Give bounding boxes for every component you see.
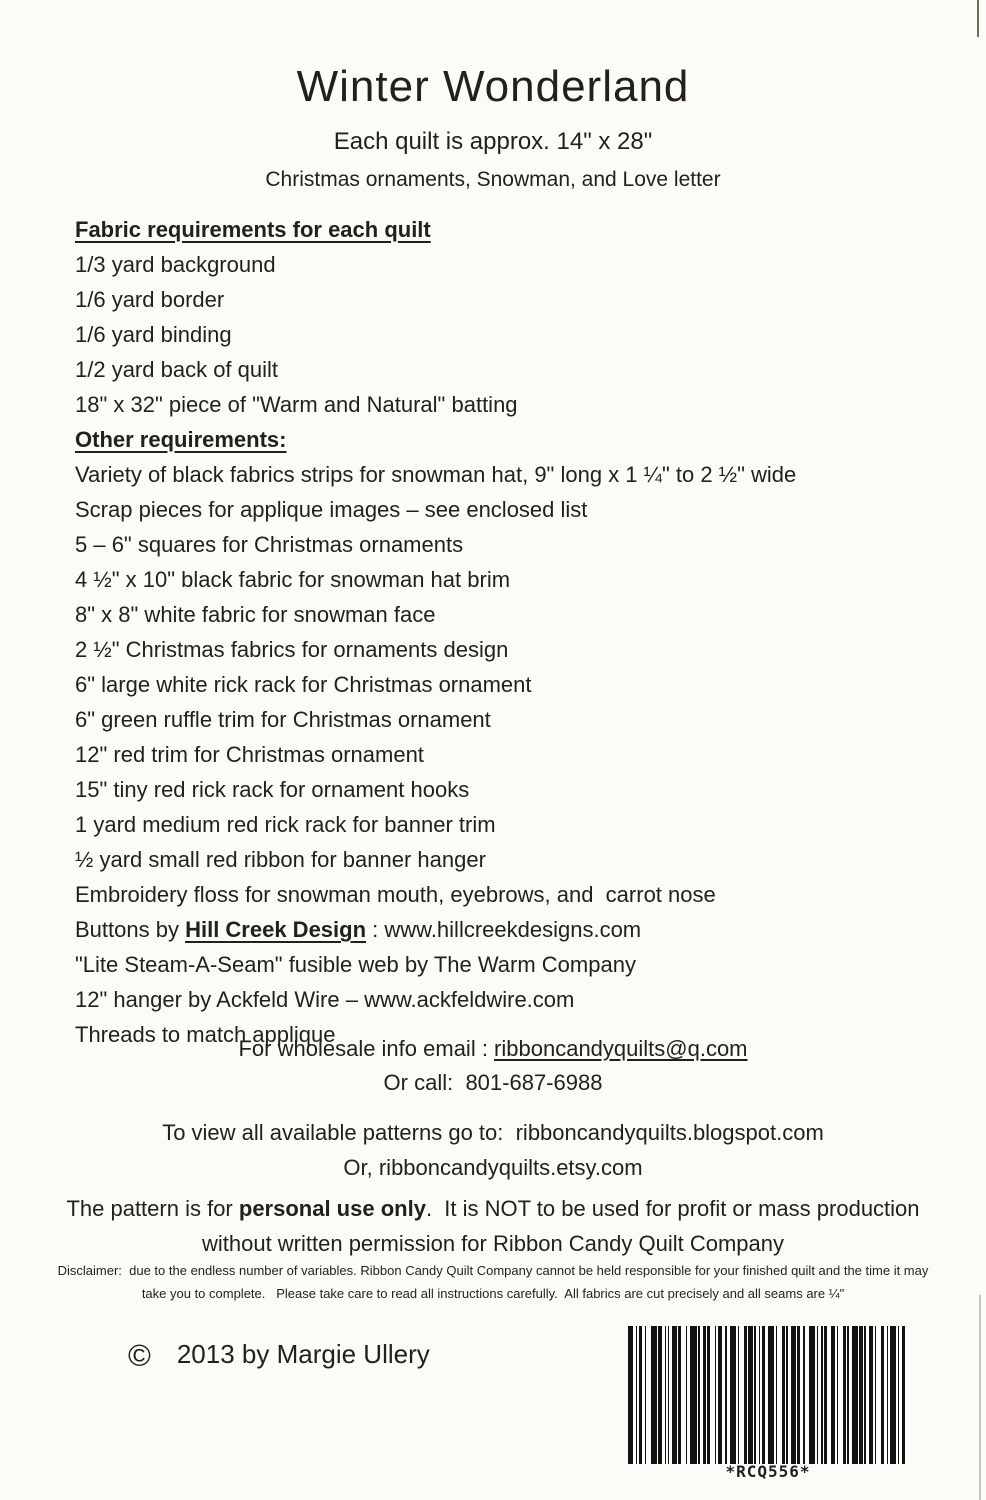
disclaimer-line-2: take you to complete. Please take care to read all instructions carefully. All fabrics are cut precisely and all seams are ¼"	[141, 1286, 845, 1301]
usage-bold: personal use only	[238, 1196, 426, 1221]
wholesale-line	[0, 1036, 986, 1062]
patterns-line-2: Or, ribboncandyquilts.etsy.com	[343, 1155, 643, 1180]
list-item: 15" tiny red rick rack for ornament hooks	[75, 777, 470, 802]
copyright-text: 2013 by Margie Ullery	[176, 1339, 430, 1369]
usage-suffix: . It is NOT to be used for profit or mass production	[425, 1196, 920, 1221]
list-item: Embroidery floss for snowman mouth, eyebrows, and carrot nose	[75, 882, 716, 907]
barcode-label: *RCQ556*	[725, 1462, 811, 1481]
list-item: 1/6 yard binding	[75, 322, 232, 347]
buttons-line-prefix: Buttons by	[75, 917, 186, 942]
quilt-variants-subtitle: Christmas ornaments, Snowman, and Love letter	[265, 168, 721, 191]
wholesale-email: ribboncandyquilts@q.com	[494, 1036, 748, 1061]
hill-creek-design-name: Hill Creek Design	[185, 917, 367, 942]
other-requirements-heading-line	[75, 422, 956, 457]
disclaimer-line-1: Disclaimer: due to the endless number of variables. Ribbon Candy Quilt Company cannot be held responsible for your finished quilt and the time it may	[57, 1263, 929, 1278]
usage-line-1	[0, 1196, 986, 1222]
list-item: 5 – 6" squares for Christmas ornaments	[75, 532, 464, 557]
list-item: Threads to match applique	[75, 1022, 336, 1047]
buttons-line-url: : www.hillcreekdesigns.com	[366, 917, 642, 942]
list-item: 1/6 yard border	[75, 287, 225, 312]
list-item: 1/2 yard back of quilt	[75, 357, 279, 382]
list-item: 12" red trim for Christmas ornament	[75, 742, 424, 767]
list-item: 8" x 8" white fabric for snowman face	[75, 602, 436, 627]
buttons-supplier-line	[75, 912, 956, 947]
list-item: ½ yard small red ribbon for banner hanger	[75, 847, 486, 872]
list-item: 6" green ruffle trim for Christmas ornament	[75, 707, 491, 732]
scan-artifact-line-top	[977, 0, 979, 37]
header	[0, 62, 986, 192]
patterns-line-1: To view all available patterns go to: ribboncandyquilts.blogspot.com	[162, 1120, 824, 1145]
list-item: Scrap pieces for applique images – see enclosed list	[75, 497, 588, 522]
copyright-line	[128, 1338, 430, 1374]
list-item: 2 ½" Christmas fabrics for ornaments design	[75, 637, 509, 662]
barcode	[628, 1326, 908, 1464]
list-item: "Lite Steam-A-Seam" fusible web by The Warm Company	[75, 952, 636, 977]
phone-line: Or call: 801-687-6988	[383, 1070, 603, 1095]
copyright-icon: ©	[128, 1338, 151, 1373]
fabric-requirements-heading: Fabric requirements for each quilt	[75, 217, 431, 242]
list-item: 1 yard medium red rick rack for banner trim	[75, 812, 496, 837]
page-title: Winter Wonderland	[296, 62, 690, 111]
usage-prefix: The pattern is for	[66, 1196, 239, 1221]
list-item: 1/3 yard background	[75, 252, 276, 277]
approx-size-subtitle: Each quilt is approx. 14" x 28"	[333, 128, 653, 155]
list-item: 4 ½" x 10" black fabric for snowman hat brim	[75, 567, 511, 592]
fabric-requirements-heading-line	[75, 212, 956, 247]
usage-line-2: without written permission for Ribbon Candy Quilt Company	[201, 1231, 785, 1256]
other-requirements-items	[75, 457, 956, 912]
list-item: Variety of black fabrics strips for snowman hat, 9" long x 1 ¼" to 2 ½" wide	[75, 462, 797, 487]
list-item: 6" large white rick rack for Christmas ornament	[75, 672, 532, 697]
wholesale-prefix: For wholesale info email :	[238, 1036, 495, 1061]
requirements-list	[75, 212, 956, 1052]
list-item: 12" hanger by Ackfeld Wire – www.ackfeldwire.com	[75, 987, 575, 1012]
list-item: 18" x 32" piece of "Warm and Natural" batting	[75, 392, 518, 417]
fabric-requirements-items	[75, 247, 956, 422]
scan-artifact-line-right	[979, 1295, 981, 1500]
other-requirements-heading: Other requirements:	[75, 427, 287, 452]
